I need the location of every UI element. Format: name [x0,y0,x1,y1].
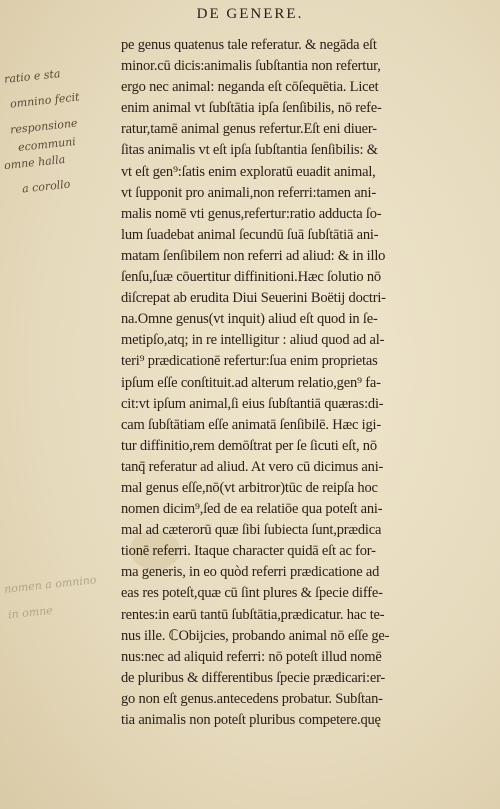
text-line: nomen dicim⁹,ſed de ea relatiōe qua poteſt ani- [121,501,383,518]
text-line: nus ille. ℂObijcies, probando animal nō eſſe ge- [121,627,390,644]
text-line: cam ſubſtātiam eſſe animatā ſenſibilē. Hæc igi- [121,416,381,433]
text-line: malis nomē vti genus,refertur:ratio adducta ſo- [121,205,382,222]
text-line: rentes:in earū tantū ſubſtātia,prædicatur. hac te- [121,606,385,623]
margin-note: omnino fecit [9,90,81,111]
text-line: ma generis, in eo quòd referri prædicatione ad [121,564,380,581]
text-line: go non eſt genus.antecedens probatur. Subſtan- [121,690,383,707]
text-line: matam ſenſibilem non referri ad aliud: & in illo [121,247,386,264]
margin-note: omne halla [3,152,66,173]
text-line: metipſo,atq; in re intelligitur : aliud quod ad al- [121,332,385,349]
text-line: ſenſu,ſuæ cōuertitur diffinitioni.Hæc ſolutio nō [121,269,381,286]
text-line: vt ſupponit pro animali,non referri:tamen ani- [121,184,376,201]
text-line: vt eſt gen⁹:ſatis enim exploratū euadit animal, [121,163,376,180]
text-line: na.Omne genus(vt inquit) aliud eſt quod in ſe- [121,311,378,328]
faint-margin-note: in omne [7,603,54,622]
text-line: tanq̄ referatur ad aliud. At vero cū dicimus ani- [121,458,384,475]
text-line: diſcrepat ab erudita Diui Seuerini Boëtij doctri- [121,290,386,307]
text-line: cit:vt ipſum animal,ſi eius ſubſtantiā quæras:di- [121,395,384,412]
text-line: tur diffinitio,rem demōſtrat per ſe ſicuti eſt, nō [121,437,377,454]
text-line: enim animal vt ſubſtātia ipſa ſenſibilis, nō refe- [121,100,382,117]
text-line: mal ad cæterorū quæ ſibi ſubiecta ſunt,prædica [121,522,382,539]
text-line: tia animalis non poteſt pluribus competere.quę [121,712,381,728]
margin-note: ecommuni [17,135,77,154]
text-line: ipſum eſſe conſtituit.ad alterum relatio,gen⁹ fa- [121,374,381,391]
text-line: mal genus eſſe,nō(vt arbitror)tūc de reipſa hoc [121,479,378,496]
margin-note: responsione [9,116,79,137]
text-line: teri⁹ prædicationē refertur:ſua enim proprietas [121,353,378,370]
margin-note: a corollo [21,177,71,196]
margin-note: ratio e sta [3,67,62,86]
body-text [121,35,471,731]
text-line: nus:nec ad aliquid referri: nō poteſt illud nomē [121,648,382,665]
text-line: de pluribus & differentibus ſpecie prædicari:er- [121,669,386,686]
text-line: ergo nec animal: neganda eſt cōſequētia. Licet [121,79,379,96]
faint-margin-note: nomen a omnino [3,573,98,596]
text-line: eas res poteſt,quæ cū ſint plures & ſpecie diffe- [121,585,383,602]
text-line: lum ſuadebat animal ſecundū ſuā ſubſtātiā ani- [121,226,379,243]
text-line: pe genus quatenus tale referatur. & negāda eſt [121,37,377,53]
text-line: minor.cū dicis:animalis ſubſtantia non refertur, [121,58,381,75]
text-line: tionē referri. Itaque character quidā eſt ac for- [121,543,376,560]
running-head: DE GENERE. [196,6,304,22]
text-line: ſitas animalis vt eſt ipſa ſubſtantia ſenſibilis: & [121,142,378,159]
text-line: ratur,tamē animal genus refertur.Eſt eni diuer- [121,121,377,138]
